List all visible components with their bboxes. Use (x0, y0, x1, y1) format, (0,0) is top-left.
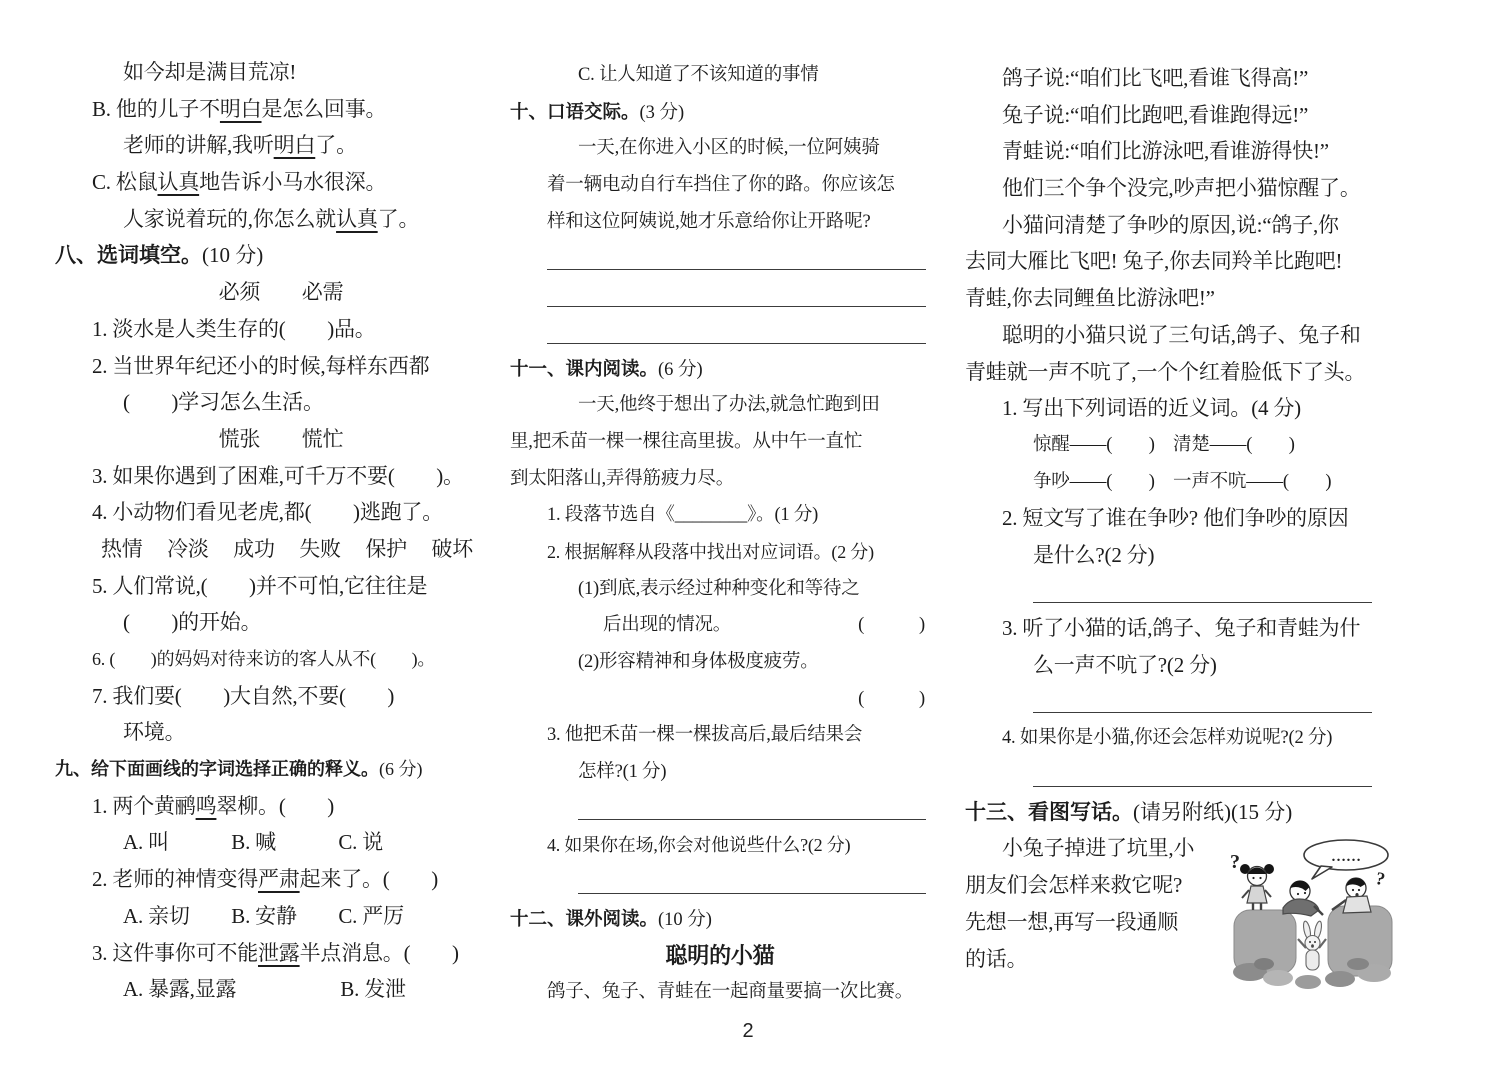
heading-label: 十一、课内阅读。 (510, 357, 659, 379)
text-line (510, 461, 930, 498)
text-segment: A. 叫 B. 喊 C. 说 (123, 830, 384, 855)
text-line (965, 280, 1417, 317)
text-segment: 3. 这件事你可不能 (92, 940, 258, 965)
text-line (55, 678, 507, 715)
text-segment: 4. 如果你是小猫,你还会怎样劝说呢?(2 分) (1002, 728, 1333, 749)
text-segment: 他们三个争个没完,吵声把小猫惊醒了。 (1002, 176, 1361, 201)
text-segment: 去同大雁比飞吧! 兔子,你去同羚羊比跑吧! (965, 249, 1343, 274)
text-segment: A. 暴露,显露 B. 发泄 (123, 977, 406, 1002)
text-segment: 怎样?(1 分) (578, 762, 667, 783)
question-mark-icon: ? (1230, 851, 1240, 874)
column-left (55, 0, 507, 1008)
text-segment: (10 分) (658, 909, 712, 930)
text-segment: 1. 淡水是人类生存的( )品。 (92, 316, 376, 341)
text-line (510, 827, 930, 864)
definition-answer-row (510, 681, 930, 718)
text-segment: 青蛙就一声不吭了,一个个红着脸低下了头。 (965, 359, 1366, 384)
text-line (965, 464, 1417, 501)
text-line (965, 537, 1417, 574)
text-segment: 到太阳落山,弄得筋疲力尽。 (510, 468, 735, 489)
text-line (965, 207, 1417, 244)
text-line (55, 494, 507, 531)
text-line (55, 604, 507, 641)
text-line: 先想一想,再写一段通顺 (965, 909, 1179, 934)
text-line (55, 641, 507, 678)
text-segment: A. 亲切 B. 安静 C. 严厉 (123, 903, 404, 928)
text-line (965, 60, 1417, 97)
answer-blank-line (510, 277, 930, 314)
answer-blank-line (510, 864, 930, 901)
text-segment: C. 让人知道了不该知道的事情 (578, 65, 819, 85)
text-segment: 3. 听了小猫的话,鸽子、兔子和青蛙为什 (1002, 616, 1361, 641)
text-line (510, 534, 930, 571)
word-bank-row (55, 531, 507, 568)
text-segment: 3. 如果你遇到了困难,可千万不要( )。 (92, 463, 464, 488)
section-heading (510, 901, 930, 938)
text-segment: 鸽子、兔子、青蛙在一起商量要搞一次比赛。 (547, 982, 914, 1003)
text-segment: 如今却是满目荒凉! (123, 60, 297, 84)
answer-parens: ( ) (858, 615, 925, 636)
text-line (965, 610, 1417, 647)
text-line (510, 571, 930, 608)
text-line (510, 387, 930, 424)
figure-caption-text (965, 830, 1228, 994)
answer-blank-line (510, 240, 930, 277)
section-heading (55, 751, 507, 788)
column-right (965, 0, 1417, 994)
text-segment: 老师的讲解,我听 (123, 133, 274, 158)
centered-line (55, 274, 507, 311)
heading-label: 九、给下面画线的字词选择正确的释义。 (55, 759, 379, 780)
text-line (55, 861, 507, 898)
text-segment: 1. 段落节选自《________》。(1 分) (547, 505, 819, 526)
answer-blank-line (965, 684, 1417, 721)
underlined-term: 鸣 (195, 793, 217, 818)
text-line (55, 311, 507, 348)
text-line (965, 354, 1417, 391)
text-line: 小兔子掉进了坑里,小 (1002, 836, 1195, 861)
section-heading (965, 794, 1417, 831)
underlined-term: 明白 (219, 96, 262, 121)
rule-stroke (578, 819, 926, 820)
rule-stroke (1033, 786, 1372, 787)
text-segment: 起来了。( ) (299, 867, 438, 892)
girl-figure (1240, 864, 1274, 910)
text-line (965, 170, 1417, 207)
definition-answer-row (510, 607, 930, 644)
text-line (510, 644, 930, 681)
rule-stroke (1033, 602, 1372, 603)
text-segment: 半点消息。( ) (299, 940, 459, 965)
section-heading (55, 237, 507, 274)
text-line (55, 164, 507, 201)
rule-stroke (578, 893, 926, 894)
underlined-term: 明白 (273, 133, 316, 158)
text-segment: 是怎么回事。 (261, 96, 387, 121)
text-segment: 里,把禾苗一棵一棵往高里拔。从中午一直忙 (510, 431, 863, 452)
text-line (55, 568, 507, 605)
rule-stroke (1033, 712, 1372, 713)
text-segment: (10 分) (202, 243, 264, 268)
centered-line (55, 421, 507, 458)
text-segment: 1. 两个黄鹂 (92, 793, 196, 818)
text-line: 的话。 (965, 946, 1028, 971)
text-segment: 2. 老师的神情变得 (92, 867, 258, 892)
word-bank-item: 冷淡 (167, 536, 209, 561)
text-line: 朋友们会怎样来救它呢? (965, 873, 1183, 898)
text-segment: 聪明的小猫 (665, 942, 775, 968)
text-line (965, 500, 1417, 537)
column-middle (510, 0, 930, 1011)
text-segment: (3 分) (639, 102, 685, 123)
section-heading (510, 351, 930, 388)
text-segment: 翠柳。( ) (216, 793, 335, 818)
text-segment: 小猫问清楚了争吵的原因,说:“鸽子,你 (1002, 212, 1339, 237)
heading-label: 十二、课外阅读。 (510, 907, 659, 929)
text-line (965, 390, 1417, 427)
text-line (510, 974, 930, 1011)
text-line (510, 717, 930, 754)
rescue-rabbit-illustration (1228, 836, 1408, 994)
text-line (55, 458, 507, 495)
text-line (965, 97, 1417, 134)
text-segment: 鸽子说:“咱们比飞吧,看谁飞得高!” (1002, 66, 1309, 90)
text-segment: 4. 如果你在场,你会对他说些什么?(2 分) (547, 835, 851, 856)
text-line (510, 497, 930, 534)
text-line (55, 714, 507, 751)
underlined-term: 认真 (336, 206, 378, 231)
section-heading (510, 94, 930, 131)
underlined-term: 泄露 (258, 940, 300, 965)
heading-label: 十三、看图写话。 (965, 800, 1133, 824)
text-segment: (请另附纸)(15 分) (1133, 799, 1293, 824)
word-bank-item: 破坏 (431, 536, 473, 561)
text-line (965, 720, 1417, 757)
text-line (55, 201, 507, 238)
answer-blank-line (510, 791, 930, 828)
text-line (510, 424, 930, 461)
centered-line (510, 938, 930, 975)
underlined-term: 严肃 (258, 867, 300, 892)
text-line (55, 91, 507, 128)
text-segment: 环境。 (123, 720, 186, 745)
answer-blank-line (965, 574, 1417, 611)
question-mark-icon: ? (1373, 868, 1387, 890)
text-line (55, 348, 507, 385)
text-segment: 着一辆电动自行车挡住了你的路。你应该怎 (547, 175, 895, 196)
text-segment: ( )学习怎么生活。 (123, 390, 324, 415)
text-segment: 是什么?(2 分) (1033, 542, 1155, 567)
rabbit-figure (1298, 921, 1326, 970)
speech-bubble (1304, 840, 1388, 879)
text-segment: 5. 人们常说,( )并不可怕,它往往是 (92, 573, 428, 598)
definition-text: 后出现的情况。 (603, 615, 732, 636)
page-number: 2 (742, 1020, 754, 1042)
text-segment: 争吵——( ) 一声不吭——( ) (1033, 471, 1332, 492)
answer-blank-line (510, 314, 930, 351)
text-segment: 惊醒——( ) 清楚——( ) (1033, 434, 1295, 455)
answer-parens: ( ) (858, 688, 925, 709)
text-line (965, 647, 1417, 684)
text-segment: 1. 写出下列词语的近义词。(4 分) (1002, 396, 1301, 421)
text-line (510, 130, 930, 167)
text-segment: 7. 我们要( )大自然,不要( ) (92, 683, 395, 708)
text-line (55, 127, 507, 164)
underlined-term: 认真 (157, 170, 200, 195)
heading-label: 八、选词填空。 (55, 244, 202, 268)
text-segment: 2. 短文写了谁在争吵? 他们争吵的原因 (1002, 506, 1349, 531)
rule-stroke (547, 343, 926, 344)
word-bank-item: 保护 (365, 536, 407, 561)
text-segment: C. 松鼠 (92, 170, 158, 195)
heading-label: 十、口语交际。 (510, 100, 640, 122)
text-line (55, 935, 507, 972)
bubble-ellipsis-text: …… (1331, 849, 1361, 866)
text-segment: 地告诉小马水很深。 (199, 170, 387, 195)
text-segment: 青蛙说:“咱们比游泳吧,看谁游得快!” (1002, 139, 1329, 164)
text-segment: 了。 (315, 133, 357, 158)
text-segment: (1)到底,表示经过种种变化和等待之 (578, 578, 860, 599)
text-segment: 青蛙,你去同鲤鱼比游泳吧!” (965, 286, 1215, 311)
text-line (510, 754, 930, 791)
text-segment: (6 分) (658, 359, 703, 380)
text-segment: 一天,在你进入小区的时候,一位阿姨骑 (578, 138, 880, 159)
answer-blank-line (965, 757, 1417, 794)
text-segment: 么一声不吭了?(2 分) (1033, 653, 1217, 677)
text-line (510, 167, 930, 204)
text-line (55, 384, 507, 421)
text-line (965, 133, 1417, 170)
text-line (510, 57, 930, 94)
text-segment: 慌张 慌忙 (218, 426, 344, 451)
text-line (55, 824, 507, 861)
word-bank-item: 失败 (299, 536, 341, 561)
text-line (965, 243, 1417, 280)
text-line (55, 788, 507, 825)
boy-bending-figure (1283, 881, 1323, 916)
text-line (55, 898, 507, 935)
text-segment: 3. 他把禾苗一棵一棵拔高后,最后结果会 (547, 725, 863, 746)
text-line (55, 54, 507, 91)
text-segment: 兔子说:“咱们比跑吧,看谁跑得远!” (1002, 102, 1309, 127)
text-line (55, 971, 507, 1008)
picture-writing-block (965, 830, 1417, 994)
text-segment: 2. 根据解释从段落中找出对应词语。(2 分) (547, 541, 874, 562)
text-segment: (6 分) (379, 759, 423, 780)
word-bank-item: 成功 (233, 536, 275, 561)
text-segment: 6. ( )的妈妈对待来访的客人从不( )。 (92, 649, 436, 669)
text-segment: 一天,他终于想出了办法,就急忙跑到田 (578, 395, 880, 416)
text-segment: B. 他的儿子不 (92, 96, 220, 121)
rule-stroke (547, 306, 926, 307)
text-line (965, 317, 1417, 354)
text-segment: 必须 必需 (218, 280, 344, 305)
text-line (510, 204, 930, 241)
text-segment: 样和这位阿姨说,她才乐意给你让开路呢? (547, 211, 871, 232)
text-segment: ( )的开始。 (123, 610, 262, 635)
text-segment: 人家说着玩的,你怎么就 (123, 206, 337, 231)
text-segment: (2)形容精神和身体极度疲劳。 (578, 652, 819, 672)
rule-stroke (547, 269, 926, 270)
text-segment: 聪明的小猫只说了三句话,鸽子、兔子和 (1002, 322, 1361, 347)
text-line (965, 427, 1417, 464)
text-segment: 2. 当世界年纪还小的时候,每样东西都 (92, 353, 430, 378)
text-segment: 了。 (377, 206, 420, 231)
word-bank-item: 热情 (101, 536, 143, 561)
text-segment: 4. 小动物们看见老虎,都( )逃跑了。 (92, 500, 444, 525)
